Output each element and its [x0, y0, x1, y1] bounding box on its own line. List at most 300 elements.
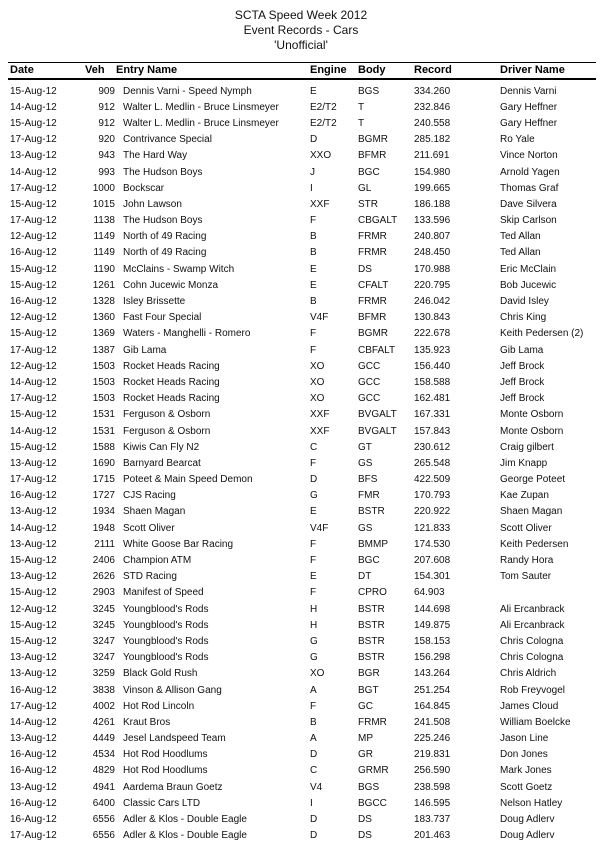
table-row — [8, 552, 596, 568]
entry-name-cell: Adler & Klos - Double Eagle — [123, 814, 247, 826]
record-cell: 220.795 — [414, 279, 451, 291]
date-cell: 15-Aug-12 — [10, 635, 57, 647]
date-cell: 14-Aug-12 — [10, 376, 57, 388]
entry-name-cell: Ferguson & Osborn — [123, 425, 211, 437]
table-row — [8, 601, 596, 617]
body-cell: GRMR — [358, 765, 389, 777]
veh-cell: 2626 — [92, 571, 115, 583]
veh-cell: 1149 — [93, 247, 115, 259]
table-row — [8, 79, 596, 99]
veh-cell: 3245 — [92, 619, 115, 631]
driver-name-cell: Keith Pedersen (2) — [500, 328, 584, 340]
driver-name-cell: Don Jones — [500, 749, 548, 761]
engine-cell: E — [310, 279, 317, 291]
veh-cell: 943 — [98, 150, 115, 162]
body-cell: FRMR — [358, 231, 387, 243]
column-header-date: Date — [8, 63, 85, 80]
date-cell: 15-Aug-12 — [10, 619, 57, 631]
table-row — [8, 148, 596, 164]
driver-name-cell: Ali Ercanbrack — [500, 619, 565, 631]
date-cell: 17-Aug-12 — [10, 700, 57, 712]
veh-cell: 3259 — [92, 668, 115, 680]
driver-name-cell: Randy Hora — [500, 555, 554, 567]
record-cell: 183.737 — [414, 814, 451, 826]
engine-cell: E2/T2 — [310, 101, 337, 113]
driver-name-cell: Gary Heffner — [500, 117, 558, 129]
body-cell: FRMR — [358, 247, 387, 259]
engine-cell: XO — [310, 668, 325, 680]
driver-name-cell: Ted Allan — [500, 247, 541, 259]
document-title-block — [0, 8, 602, 53]
table-row — [8, 795, 596, 811]
entry-name-cell: STD Racing — [123, 571, 177, 583]
engine-cell: A — [310, 733, 317, 745]
entry-name-cell: Bockscar — [123, 182, 165, 194]
veh-cell: 1328 — [92, 296, 115, 308]
date-cell: 15-Aug-12 — [10, 555, 57, 567]
driver-name-cell: Chris Aldrich — [500, 668, 557, 680]
record-cell: 170.988 — [414, 263, 451, 275]
column-header-driver-name: Driver Name — [500, 63, 596, 80]
entry-name-cell: Scott Oliver — [123, 522, 175, 534]
driver-name-cell: Ted Allan — [500, 231, 541, 243]
veh-cell: 2111 — [94, 538, 115, 550]
table-row — [8, 196, 596, 212]
record-cell: 334.260 — [414, 85, 451, 97]
record-cell: 220.922 — [414, 506, 451, 518]
record-cell: 232.846 — [414, 101, 451, 113]
engine-cell: J — [310, 166, 315, 178]
record-cell: 156.298 — [414, 652, 451, 664]
table-row — [8, 374, 596, 390]
table-row — [8, 650, 596, 666]
record-cell: 156.440 — [414, 360, 451, 372]
entry-name-cell: Rocket Heads Racing — [123, 376, 220, 388]
records-header — [8, 63, 596, 80]
body-cell: BGMR — [358, 134, 388, 146]
date-cell: 12-Aug-12 — [10, 603, 57, 615]
table-row — [8, 342, 596, 358]
body-cell: BSTR — [358, 652, 385, 664]
driver-name-cell: Jeff Brock — [500, 360, 545, 372]
engine-cell: E — [310, 263, 317, 275]
date-cell: 13-Aug-12 — [10, 538, 57, 550]
table-row — [8, 472, 596, 488]
entry-name-cell: Hot Rod Hoodlums — [123, 765, 208, 777]
record-cell: 133.596 — [414, 215, 451, 227]
date-cell: 14-Aug-12 — [10, 425, 57, 437]
body-cell: T — [358, 117, 365, 129]
record-cell: 211.691 — [414, 150, 450, 162]
record-cell: 143.264 — [414, 668, 451, 680]
entry-name-cell: Champion ATM — [123, 555, 192, 567]
body-cell: BSTR — [358, 635, 385, 647]
table-row — [8, 811, 596, 827]
veh-cell: 909 — [98, 85, 115, 97]
date-cell: 15-Aug-12 — [10, 587, 57, 599]
body-cell: DS — [358, 814, 372, 826]
veh-cell: 1531 — [92, 425, 115, 437]
record-cell: 240.558 — [414, 117, 451, 129]
table-row — [8, 747, 596, 763]
record-cell: 154.301 — [414, 571, 451, 583]
table-row — [8, 504, 596, 520]
date-cell: 13-Aug-12 — [10, 150, 57, 162]
table-row — [8, 714, 596, 730]
date-cell: 13-Aug-12 — [10, 571, 57, 583]
date-cell: 13-Aug-12 — [10, 781, 57, 793]
entry-name-cell: North of 49 Racing — [123, 231, 207, 243]
table-row — [8, 310, 596, 326]
driver-name-cell: Jeff Brock — [500, 376, 545, 388]
column-header-engine: Engine — [310, 63, 358, 80]
driver-name-cell: Dave Silvera — [500, 198, 557, 210]
header-row — [8, 63, 596, 80]
driver-name-cell: Scott Goetz — [500, 781, 553, 793]
driver-name-cell: Doug Adlerv — [500, 814, 555, 826]
entry-name-cell: Youngblood's Rods — [123, 619, 209, 631]
driver-name-cell: James Cloud — [500, 700, 559, 712]
body-cell: BGS — [358, 85, 380, 97]
body-cell: T — [358, 101, 365, 113]
date-cell: 17-Aug-12 — [10, 830, 57, 842]
driver-name-cell: Ali Ercanbrack — [500, 603, 565, 615]
entry-name-cell: Contrivance Special — [123, 134, 212, 146]
table-row — [8, 698, 596, 714]
record-cell: 157.843 — [414, 425, 451, 437]
table-row — [8, 326, 596, 342]
veh-cell: 4261 — [92, 716, 115, 728]
table-row — [8, 779, 596, 795]
veh-cell: 1948 — [92, 522, 115, 534]
date-cell: 16-Aug-12 — [10, 814, 57, 826]
engine-cell: I — [310, 182, 313, 194]
entry-name-cell: Ferguson & Osborn — [123, 409, 211, 421]
record-cell: 149.875 — [414, 619, 451, 631]
entry-name-cell: Waters - Manghelli - Romero — [123, 328, 251, 340]
date-cell: 15-Aug-12 — [10, 279, 57, 291]
engine-cell: G — [310, 490, 318, 502]
date-cell: 16-Aug-12 — [10, 247, 57, 259]
entry-name-cell: Youngblood's Rods — [123, 652, 209, 664]
veh-cell: 4449 — [92, 733, 115, 745]
driver-name-cell: Monte Osborn — [500, 409, 564, 421]
engine-cell: F — [310, 328, 317, 340]
body-cell: MP — [358, 733, 373, 745]
table-row — [8, 569, 596, 585]
engine-cell: V4F — [310, 522, 329, 534]
record-cell: 162.481 — [414, 393, 451, 405]
record-cell: 285.182 — [414, 134, 451, 146]
entry-name-cell: Black Gold Rush — [123, 668, 198, 680]
veh-cell: 920 — [98, 134, 115, 146]
table-row — [8, 666, 596, 682]
driver-name-cell: Rob Freyvogel — [500, 684, 566, 696]
driver-name-cell: Ro Yale — [500, 134, 535, 146]
engine-cell: G — [310, 635, 318, 647]
record-cell: 174.530 — [414, 538, 451, 550]
engine-cell: B — [310, 296, 317, 308]
record-cell: 135.923 — [414, 344, 451, 356]
record-cell: 238.598 — [414, 781, 451, 793]
body-cell: BGS — [358, 781, 380, 793]
date-cell: 16-Aug-12 — [10, 490, 57, 502]
record-cell: 246.042 — [414, 296, 451, 308]
engine-cell: F — [310, 538, 317, 550]
date-cell: 17-Aug-12 — [10, 344, 57, 356]
driver-name-cell: Nelson Hatley — [500, 797, 563, 809]
veh-cell: 1690 — [92, 457, 115, 469]
record-cell: 240.807 — [414, 231, 451, 243]
engine-cell: C — [310, 441, 318, 453]
driver-name-cell: Chris King — [500, 312, 547, 324]
body-cell: BFMR — [358, 312, 387, 324]
veh-cell: 1727 — [92, 490, 115, 502]
engine-cell: F — [310, 555, 317, 567]
body-cell: BFS — [358, 474, 378, 486]
entry-name-cell: CJS Racing — [123, 490, 176, 502]
table-row — [8, 358, 596, 374]
date-cell: 14-Aug-12 — [10, 101, 57, 113]
engine-cell: E2/T2 — [310, 117, 337, 129]
date-cell: 16-Aug-12 — [10, 684, 57, 696]
date-cell: 13-Aug-12 — [10, 457, 57, 469]
record-cell: 241.508 — [414, 716, 451, 728]
date-cell: 17-Aug-12 — [10, 182, 57, 194]
entry-name-cell: Manifest of Speed — [123, 587, 204, 599]
veh-cell: 1531 — [92, 409, 115, 421]
body-cell: BVGALT — [358, 409, 397, 421]
body-cell: FRMR — [358, 716, 387, 728]
entry-name-cell: Jesel Landspeed Team — [123, 733, 226, 745]
engine-cell: B — [310, 247, 317, 259]
column-header-veh: Veh — [85, 63, 115, 80]
date-cell: 13-Aug-12 — [10, 652, 57, 664]
date-cell: 13-Aug-12 — [10, 733, 57, 745]
driver-name-cell: Thomas Graf — [500, 182, 559, 194]
entry-name-cell: Walter L. Medlin - Bruce Linsmeyer — [123, 117, 279, 129]
body-cell: BSTR — [358, 603, 385, 615]
entry-name-cell: Youngblood's Rods — [123, 603, 209, 615]
driver-name-cell: Gary Heffner — [500, 101, 558, 113]
body-cell: BGCC — [358, 797, 387, 809]
driver-name-cell: George Poteet — [500, 474, 566, 486]
entry-name-cell: Kraut Bros — [123, 716, 171, 728]
entry-name-cell: Barnyard Bearcat — [123, 457, 201, 469]
driver-name-cell: Gib Lama — [500, 344, 544, 356]
engine-cell: F — [310, 215, 317, 227]
date-cell: 16-Aug-12 — [10, 797, 57, 809]
veh-cell: 6556 — [92, 814, 115, 826]
veh-cell: 993 — [98, 166, 115, 178]
record-cell: 121.833 — [414, 522, 451, 534]
engine-cell: D — [310, 830, 318, 842]
engine-cell: V4F — [310, 312, 329, 324]
engine-cell: B — [310, 716, 317, 728]
entry-name-cell: Hot Rod Hoodlums — [123, 749, 208, 761]
driver-name-cell: Skip Carlson — [500, 215, 557, 227]
table-row — [8, 407, 596, 423]
engine-cell: G — [310, 652, 318, 664]
record-cell: 164.845 — [414, 700, 451, 712]
column-header-body: Body — [358, 63, 414, 80]
body-cell: BSTR — [358, 619, 385, 631]
veh-cell: 1503 — [92, 360, 115, 372]
driver-name-cell: Jason Line — [500, 733, 549, 745]
driver-name-cell: Mark Jones — [500, 765, 552, 777]
body-cell: BFMR — [358, 150, 387, 162]
body-cell: BGC — [358, 166, 380, 178]
table-row — [8, 617, 596, 633]
engine-cell: E — [310, 85, 317, 97]
body-cell: CBGALT — [358, 215, 398, 227]
engine-cell: XXF — [310, 198, 330, 210]
body-cell: STR — [358, 198, 378, 210]
veh-cell: 1149 — [93, 231, 115, 243]
table-row — [8, 731, 596, 747]
engine-cell: D — [310, 134, 318, 146]
veh-cell: 2903 — [92, 587, 115, 599]
record-cell: 222.678 — [414, 328, 451, 340]
body-cell: BSTR — [358, 506, 385, 518]
date-cell: 12-Aug-12 — [10, 231, 57, 243]
table-row — [8, 164, 596, 180]
table-row — [8, 261, 596, 277]
table-row — [8, 423, 596, 439]
record-cell: 146.595 — [414, 797, 451, 809]
date-cell: 14-Aug-12 — [10, 166, 57, 178]
body-cell: GR — [358, 749, 373, 761]
veh-cell: 1015 — [92, 198, 115, 210]
record-cell: 158.153 — [414, 635, 451, 647]
body-cell: GL — [358, 182, 372, 194]
entry-name-cell: Walter L. Medlin - Bruce Linsmeyer — [123, 101, 279, 113]
veh-cell: 1190 — [93, 263, 115, 275]
record-cell: 265.548 — [414, 457, 451, 469]
body-cell: DT — [358, 571, 372, 583]
body-cell: FMR — [358, 490, 380, 502]
driver-name-cell: Bob Jucewic — [500, 279, 557, 291]
table-row — [8, 277, 596, 293]
table-row — [8, 229, 596, 245]
entry-name-cell: Gib Lama — [123, 344, 167, 356]
engine-cell: XXF — [310, 409, 330, 421]
veh-cell: 2406 — [92, 555, 115, 567]
driver-name-cell: Keith Pedersen — [500, 538, 569, 550]
body-cell: BGT — [358, 684, 379, 696]
record-cell: 154.980 — [414, 166, 451, 178]
body-cell: CBFALT — [358, 344, 396, 356]
driver-name-cell: Vince Norton — [500, 150, 558, 162]
veh-cell: 1261 — [92, 279, 115, 291]
record-cell: 167.331 — [414, 409, 451, 421]
date-cell: 16-Aug-12 — [10, 296, 57, 308]
driver-name-cell: Eric McClain — [500, 263, 557, 275]
entry-name-cell: Rocket Heads Racing — [123, 360, 220, 372]
table-row — [8, 180, 596, 196]
driver-name-cell: Doug Adlerv — [500, 830, 555, 842]
engine-cell: XXF — [310, 425, 330, 437]
engine-cell: F — [310, 344, 317, 356]
driver-name-cell: Jim Knapp — [500, 457, 548, 469]
records-body — [8, 79, 596, 844]
table-row — [8, 245, 596, 261]
record-cell: 158.588 — [414, 376, 451, 388]
driver-name-cell: Jeff Brock — [500, 393, 545, 405]
record-cell: 186.188 — [414, 198, 451, 210]
table-row — [8, 99, 596, 115]
record-cell: 64.903 — [414, 587, 445, 599]
veh-cell: 4534 — [92, 749, 115, 761]
veh-cell: 1000 — [92, 182, 115, 194]
table-row — [8, 633, 596, 649]
engine-cell: XXO — [310, 150, 332, 162]
engine-cell: C — [310, 765, 318, 777]
document-title: SCTA Speed Week 2012 — [234, 8, 368, 22]
record-cell: 199.665 — [414, 182, 451, 194]
table-row — [8, 585, 596, 601]
body-cell: GCC — [358, 376, 381, 388]
record-cell: 207.608 — [414, 555, 451, 567]
date-cell: 17-Aug-12 — [10, 134, 57, 146]
date-cell: 15-Aug-12 — [10, 85, 57, 97]
date-cell: 12-Aug-12 — [10, 360, 57, 372]
driver-name-cell: Shaen Magan — [500, 506, 563, 518]
date-cell: 17-Aug-12 — [10, 474, 57, 486]
driver-name-cell: Craig gilbert — [500, 441, 554, 453]
engine-cell: F — [310, 587, 317, 599]
engine-cell: D — [310, 474, 318, 486]
date-cell: 14-Aug-12 — [10, 716, 57, 728]
engine-cell: V4 — [310, 781, 323, 793]
record-cell: 248.450 — [414, 247, 451, 259]
entry-name-cell: Classic Cars LTD — [123, 797, 201, 809]
body-cell: GCC — [358, 360, 381, 372]
document-status-label: 'Unofficial' — [274, 38, 328, 52]
body-cell: BGMR — [358, 328, 388, 340]
date-cell: 17-Aug-12 — [10, 393, 57, 405]
date-cell: 13-Aug-12 — [10, 668, 57, 680]
record-cell: 225.246 — [414, 733, 451, 745]
body-cell: GS — [358, 522, 373, 534]
date-cell: 13-Aug-12 — [10, 506, 57, 518]
body-cell: GCC — [358, 393, 381, 405]
table-row — [8, 455, 596, 471]
driver-name-cell: Dennis Varni — [500, 85, 557, 97]
veh-cell: 3247 — [92, 652, 115, 664]
entry-name-cell: Poteet & Main Speed Demon — [123, 474, 253, 486]
table-row — [8, 828, 596, 844]
entry-name-cell: Fast Four Special — [123, 312, 202, 324]
body-cell: BGC — [358, 555, 380, 567]
veh-cell: 4941 — [92, 781, 115, 793]
entry-name-cell: The Hudson Boys — [123, 215, 203, 227]
date-cell: 14-Aug-12 — [10, 522, 57, 534]
body-cell: BVGALT — [358, 425, 397, 437]
driver-name-cell: William Boelcke — [500, 716, 571, 728]
engine-cell: XO — [310, 360, 325, 372]
veh-cell: 1588 — [92, 441, 115, 453]
engine-cell: E — [310, 571, 317, 583]
entry-name-cell: North of 49 Racing — [123, 247, 207, 259]
table-row — [8, 115, 596, 131]
table-row — [8, 488, 596, 504]
engine-cell: F — [310, 457, 317, 469]
record-cell: 251.254 — [414, 684, 451, 696]
entry-name-cell: John Lawson — [123, 198, 182, 210]
veh-cell: 3247 — [92, 635, 115, 647]
driver-name-cell: Tom Sauter — [500, 571, 552, 583]
